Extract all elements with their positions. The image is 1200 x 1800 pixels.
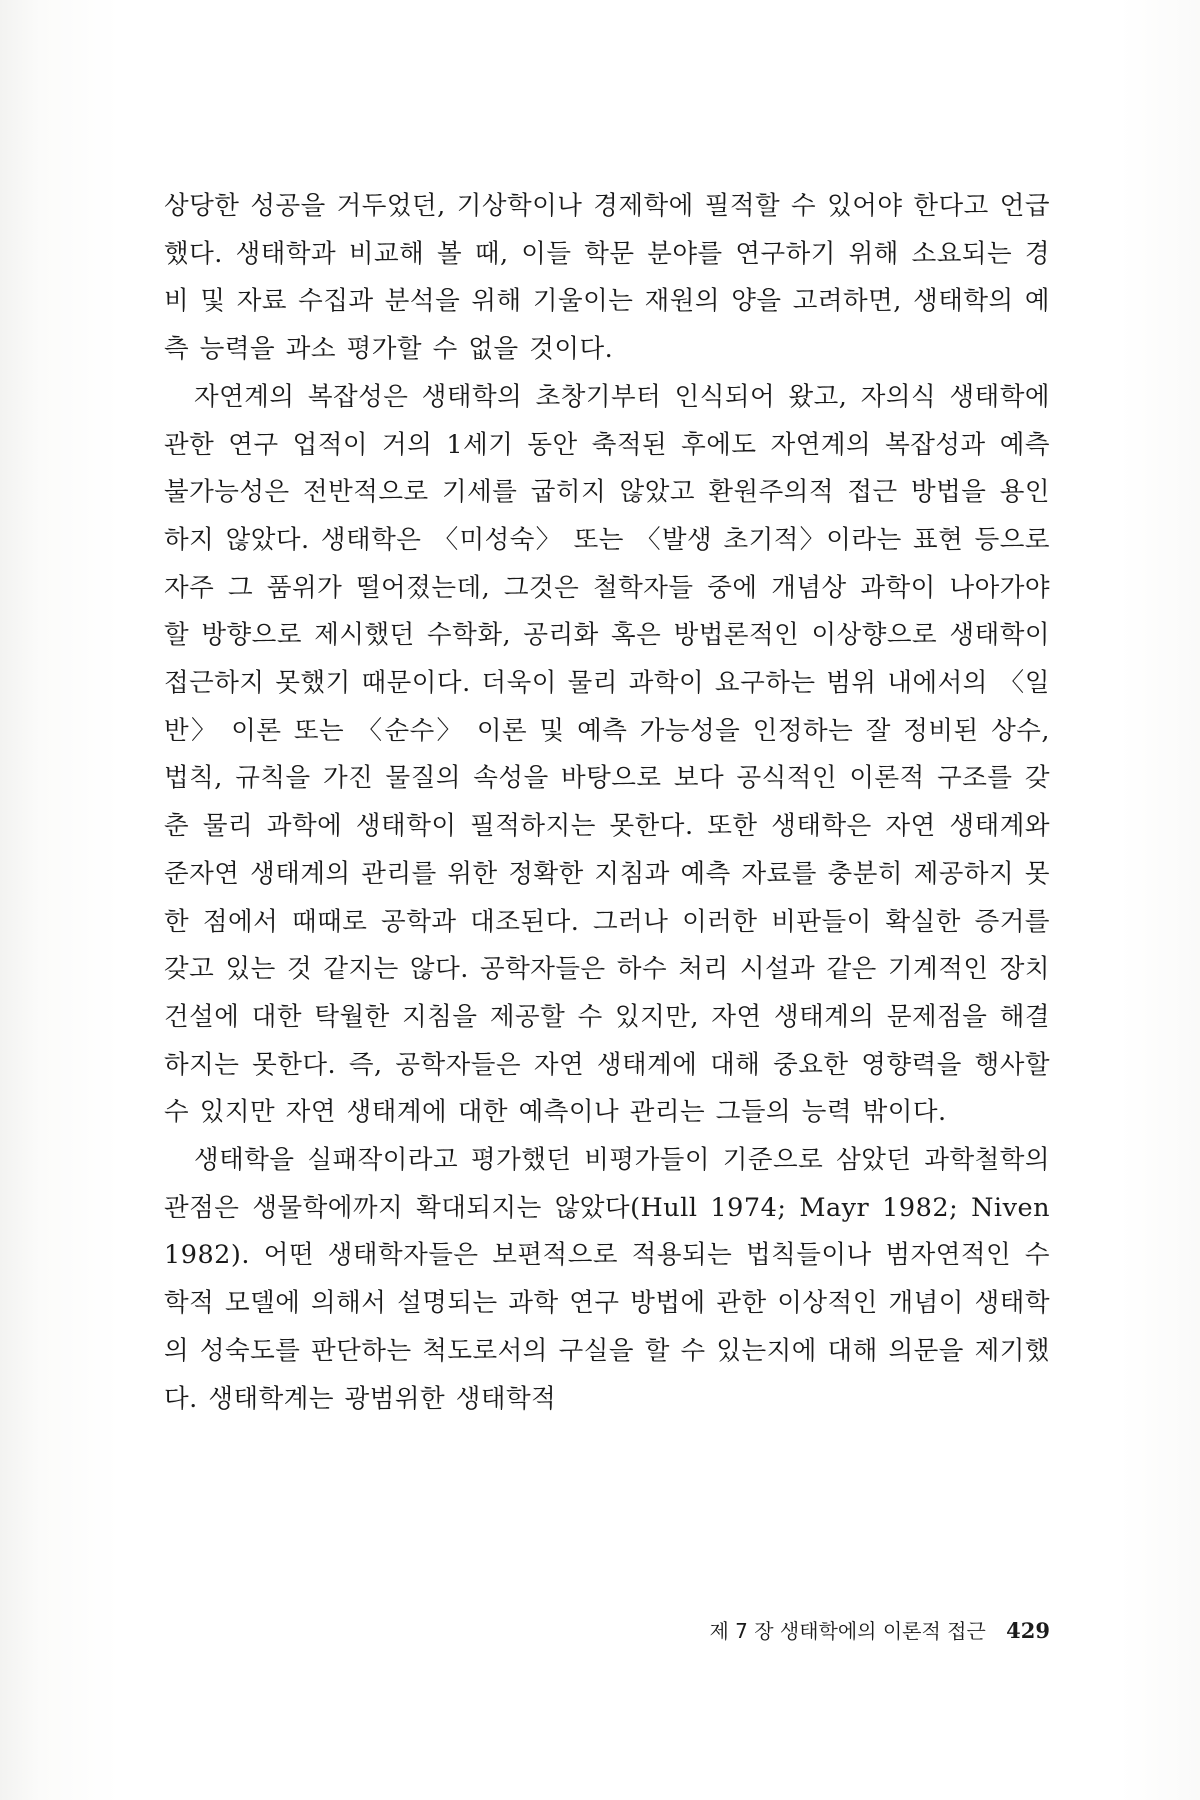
paragraph-1: 상당한 성공을 거두었던, 기상학이나 경제학에 필적할 수 있어야 한다고 언급했다. 생태학과 비교해 볼 때, 이들 학문 분야를 연구하기 위해 소요되는 경비 및 자료 수집과 분석을 위해 기울이는 재원의 양을 고려하면, 생태학의 예측 능력을 과소 평가할 수 없을 것이다. <box>164 191 1050 365</box>
page-footer <box>600 1615 1050 1644</box>
page-number: 429 <box>1006 1618 1050 1643</box>
body-text <box>164 183 1050 1423</box>
paragraph-3: 생태학을 실패작이라고 평가했던 비평가들이 기준으로 삼았던 과학철학의 관점은 생물학에까지 확대되지는 않았다(Hull 1974; Mayr 1982; Niven 1982). 어떤 생태학자들은 보편적으로 적용되는 법칙들이나 범자연적인 수학적 모델에 의해서 설명되는 과학 연구 방법에 관한 이상적인 개념이 생태학의 성숙도를 판단하는 척도로서의 구실을 할 수 있는지에 대해 의문을 제기했다. 생태학계는 광범위한 생태학적 <box>164 1145 1050 1414</box>
running-footer-chapter-title: 제 7 장 생태학에의 이론적 접근 <box>709 1619 986 1643</box>
paragraph-2: 자연계의 복잡성은 생태학의 초창기부터 인식되어 왔고, 자의식 생태학에 관한 연구 업적이 거의 1세기 동안 축적된 후에도 자연계의 복잡성과 예측 불가능성은 전반적으로 기세를 굽히지 않았고 환원주의적 접근 방법을 용인하지 않았다. 생태학은 〈미성숙〉 또는 〈발생 초기적〉이라는 표현 등으로 자주 그 품위가 떨어졌는데, 그것은 철학자들 중에 개념상 과학이 나아가야 할 방향으로 제시했던 수학화, 공리화 혹은 방법론적인 이상향으로 생태학이 접근하지 못했기 때문이다. 더욱이 물리 과학이 요구하는 범위 내에서의 〈일반〉 이론 또는 〈순수〉 이론 및 예측 가능성을 인정하는 잘 정비된 상수, 법칙, 규칙을 가진 물질의 속성을 바탕으로 보다 공식적인 이론적 구조를 갖춘 물리 과학에 생태학이 필적하지는 못한다. 또한 생태학은 자연 생태계와 준자연 생태계의 관리를 위한 정확한 지침과 예측 자료를 충분히 제공하지 못한 점에서 때때로 공학과 대조된다. 그러나 이러한 비판들이 확실한 증거를 갖고 있는 것 같지는 않다. 공학자들은 하수 처리 시설과 같은 기계적인 장치 건설에 대한 탁월한 지침을 제공할 수 있지만, 자연 생태계의 문제점을 해결하지는 못한다. 즉, 공학자들은 자연 생태계에 대해 중요한 영향력을 행사할 수 있지만 자연 생태계에 대한 예측이나 관리는 그들의 능력 밖이다. <box>164 381 1050 1128</box>
